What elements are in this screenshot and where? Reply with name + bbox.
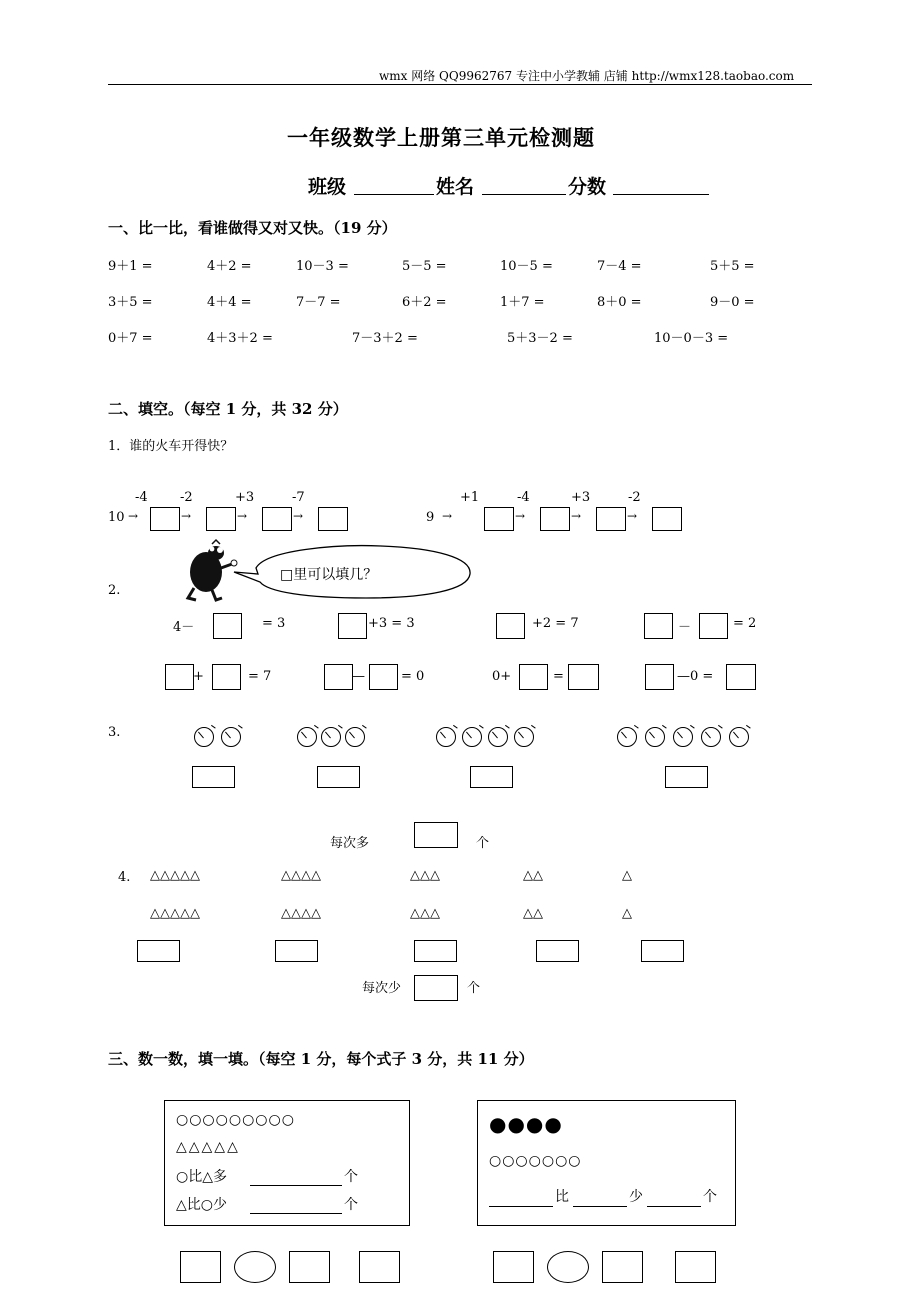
- arrow-icon: →: [293, 509, 304, 523]
- compare-text: 少: [629, 1189, 643, 1205]
- clock-icon: [488, 727, 508, 747]
- train1-op: +3: [235, 490, 255, 505]
- answer-box[interactable]: [519, 664, 548, 690]
- q2-text: －: [678, 620, 692, 635]
- equation: 8＋0 =: [597, 295, 642, 310]
- unit-text: 个: [344, 1169, 358, 1185]
- answer-box[interactable]: [641, 940, 684, 962]
- train2-start: 9: [426, 510, 435, 525]
- answer-box[interactable]: [262, 507, 292, 531]
- section2-heading: 二、填空。（每空 1 分，共 32 分）: [108, 400, 348, 418]
- answer-box[interactable]: [602, 1251, 643, 1283]
- triangle-group: △△: [523, 868, 543, 883]
- section1-heading: 一、比一比，看谁做得又对又快。（19 分）: [108, 219, 397, 237]
- answer-blank[interactable]: [573, 1206, 627, 1207]
- train1-op: -7: [292, 490, 305, 505]
- equation: 5＋5 =: [710, 259, 755, 274]
- arrow-icon: →: [128, 509, 139, 523]
- answer-box[interactable]: [484, 507, 514, 531]
- answer-box[interactable]: [493, 1251, 534, 1283]
- q3-more-label: 每次多: [330, 836, 370, 851]
- answer-box[interactable]: [338, 613, 367, 639]
- clock-icon: [345, 727, 365, 747]
- filled-circle-row: ●●●●: [489, 1112, 563, 1136]
- triangle-group: △△△△: [281, 868, 321, 883]
- compare-text: 比: [555, 1189, 569, 1205]
- arrow-icon: →: [571, 509, 582, 523]
- q2-text: +2 = 7: [532, 616, 579, 631]
- answer-box[interactable]: [180, 1251, 221, 1283]
- answer-blank[interactable]: [489, 1206, 553, 1207]
- clock-icon: [701, 727, 721, 747]
- class-blank[interactable]: [354, 194, 434, 195]
- q2-text: +3 = 3: [368, 616, 415, 631]
- triangle-group: △△△: [410, 906, 440, 921]
- q3-unit: 个: [476, 836, 490, 851]
- answer-blank[interactable]: [250, 1213, 342, 1214]
- clock-icon: [645, 727, 665, 747]
- answer-box[interactable]: [192, 766, 235, 788]
- name-blank[interactable]: [482, 194, 566, 195]
- answer-box[interactable]: [726, 664, 756, 690]
- answer-box[interactable]: [644, 613, 673, 639]
- train2-op: -4: [517, 490, 530, 505]
- operator-oval[interactable]: [234, 1251, 276, 1283]
- header-rule: [108, 84, 812, 85]
- equation: 7－3＋2 =: [352, 331, 418, 346]
- equation: 4＋3＋2 =: [207, 331, 273, 346]
- q4-label: 4.: [118, 870, 131, 885]
- answer-box[interactable]: [496, 613, 525, 639]
- clock-icon: [514, 727, 534, 747]
- q3-label: 3.: [108, 725, 121, 740]
- answer-box[interactable]: [318, 507, 348, 531]
- clock-icon: [221, 727, 241, 747]
- q2-text: = 7: [248, 669, 272, 684]
- operator-oval[interactable]: [547, 1251, 589, 1283]
- bubble-text: □里可以填几？: [280, 567, 378, 583]
- answer-box[interactable]: [596, 507, 626, 531]
- q2-text: = 0: [401, 669, 425, 684]
- answer-box[interactable]: [665, 766, 708, 788]
- score-label: 分数: [568, 176, 607, 198]
- q2-text: = 2: [733, 616, 757, 631]
- arrow-icon: →: [237, 509, 248, 523]
- train1-op: -2: [180, 490, 193, 505]
- unit-text: 个: [703, 1189, 717, 1205]
- q2-text: +: [193, 669, 204, 684]
- equation: 4＋4 =: [207, 295, 252, 310]
- equation: 6＋2 =: [402, 295, 447, 310]
- answer-box[interactable]: [359, 1251, 400, 1283]
- answer-box[interactable]: [699, 613, 728, 639]
- train2-op: -2: [628, 490, 641, 505]
- equation: 1＋7 =: [500, 295, 545, 310]
- q2-text: 0+: [492, 669, 512, 684]
- triangle-group: △△△△△: [150, 906, 200, 921]
- answer-box[interactable]: [324, 664, 353, 690]
- answer-box[interactable]: [137, 940, 180, 962]
- circle-row: ○○○○○○○: [489, 1153, 582, 1169]
- unit-text: 个: [344, 1197, 358, 1213]
- answer-box[interactable]: [414, 975, 458, 1001]
- q2-text: = 3: [262, 616, 286, 631]
- mascot-icon: [188, 540, 237, 600]
- q4-unit: 个: [467, 981, 481, 996]
- equation: 9＋1 =: [108, 259, 153, 274]
- triangle-group: △△△△: [281, 906, 321, 921]
- answer-box[interactable]: [150, 507, 180, 531]
- answer-blank[interactable]: [647, 1206, 701, 1207]
- answer-box[interactable]: [470, 766, 513, 788]
- q2-text: —: [352, 669, 365, 684]
- equation: 3＋5 =: [108, 295, 153, 310]
- clock-icon: [462, 727, 482, 747]
- clock-icon: [673, 727, 693, 747]
- equation: 5－5 =: [402, 259, 447, 274]
- answer-box[interactable]: [165, 664, 194, 690]
- answer-box[interactable]: [212, 664, 241, 690]
- answer-box[interactable]: [206, 507, 236, 531]
- train1-start: 10: [108, 510, 125, 525]
- compare-text: ○比△多: [176, 1169, 227, 1185]
- answer-box[interactable]: [369, 664, 398, 690]
- equation: 4＋2 =: [207, 259, 252, 274]
- q2-label: 2.: [108, 583, 121, 598]
- name-label: 姓名: [436, 176, 475, 198]
- clock-icon: [194, 727, 214, 747]
- equation: 0＋7 =: [108, 331, 153, 346]
- answer-box[interactable]: [652, 507, 682, 531]
- answer-box[interactable]: [414, 822, 458, 848]
- arrow-icon: →: [442, 509, 453, 523]
- score-blank[interactable]: [613, 194, 709, 195]
- equation: 10－3 =: [296, 259, 349, 274]
- answer-box[interactable]: [275, 940, 318, 962]
- q2-text: =: [553, 669, 564, 684]
- clock-icon: [729, 727, 749, 747]
- clock-icon: [297, 727, 317, 747]
- triangle-group: △: [622, 868, 632, 883]
- answer-box[interactable]: [213, 613, 242, 639]
- compare-text: △比○少: [176, 1197, 227, 1213]
- answer-box[interactable]: [568, 664, 599, 690]
- arrow-icon: →: [181, 509, 192, 523]
- answer-box[interactable]: [536, 940, 579, 962]
- equation: 7－4 =: [597, 259, 642, 274]
- equation: 5＋3－2 =: [507, 331, 573, 346]
- train2-op: +1: [460, 490, 480, 505]
- equation: 10－5 =: [500, 259, 553, 274]
- q4-less-label: 每次少: [362, 981, 402, 996]
- q2-text: —0 =: [677, 669, 714, 684]
- equation: 10－0－3 =: [654, 331, 729, 346]
- train1-op: -4: [135, 490, 148, 505]
- triangle-group: △: [622, 906, 632, 921]
- equation: 7－7 =: [296, 295, 341, 310]
- answer-box[interactable]: [317, 766, 360, 788]
- arrow-icon: →: [627, 509, 638, 523]
- clock-icon: [617, 727, 637, 747]
- q1-label: 1．谁的火车开得快？: [108, 439, 234, 454]
- answer-box[interactable]: [675, 1251, 716, 1283]
- answer-box[interactable]: [540, 507, 570, 531]
- page-title: 一年级数学上册第三单元检测题: [287, 125, 595, 150]
- clock-icon: [436, 727, 456, 747]
- triangle-row: △△△△△: [176, 1139, 240, 1155]
- equation: 9－0 =: [710, 295, 755, 310]
- triangle-group: △△: [523, 906, 543, 921]
- clock-icon: [321, 727, 341, 747]
- q2-text: 4－: [173, 620, 195, 635]
- class-label: 班级: [308, 176, 347, 198]
- answer-box[interactable]: [645, 664, 674, 690]
- answer-box[interactable]: [289, 1251, 330, 1283]
- triangle-group: △△△: [410, 868, 440, 883]
- triangle-group: △△△△△: [150, 868, 200, 883]
- train2-op: +3: [571, 490, 591, 505]
- section3-heading: 三、数一数，填一填。（每空 1 分，每个式子 3 分，共 11 分）: [108, 1050, 534, 1068]
- answer-box[interactable]: [414, 940, 457, 962]
- circle-row: ○○○○○○○○○: [176, 1112, 295, 1128]
- arrow-icon: →: [515, 509, 526, 523]
- answer-blank[interactable]: [250, 1185, 342, 1186]
- page-header: wmx 网络 QQ9962767 专注中小学教辅 店铺 http://wmx128.taobao.com: [379, 69, 795, 83]
